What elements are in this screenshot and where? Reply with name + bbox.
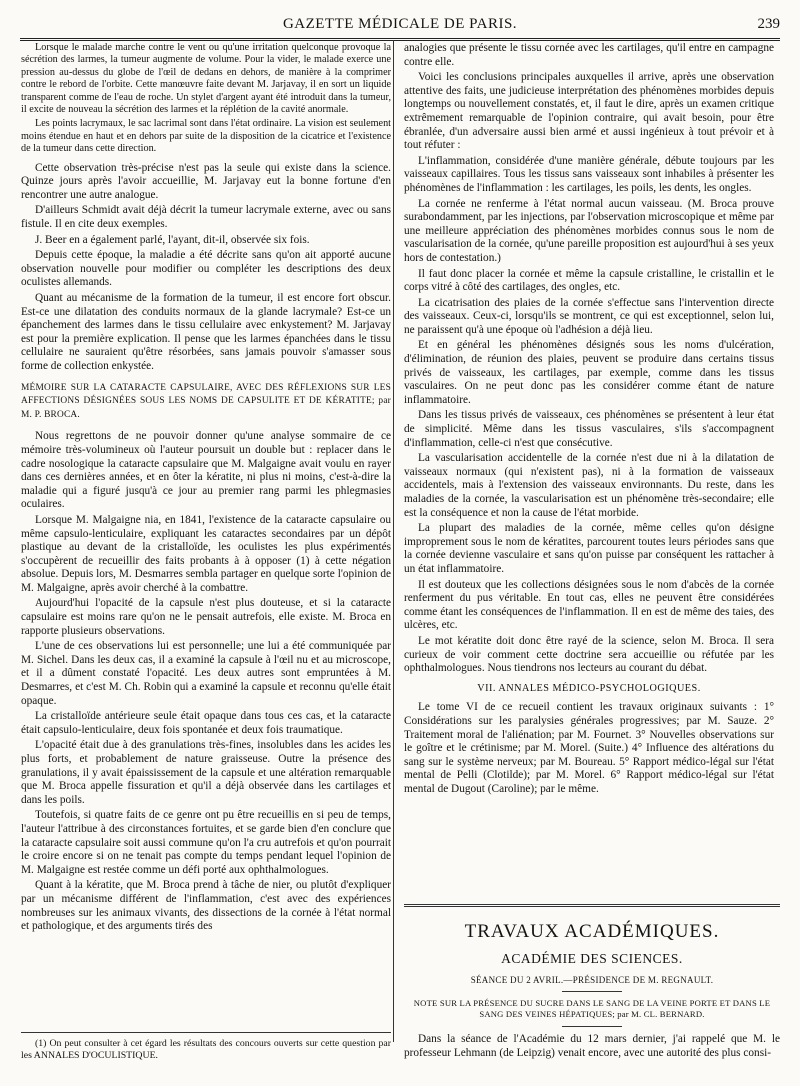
footnote-text: (1) On peut consulter à cet égard les résultats des concours ouverts sur cette question par les ANNALES D'OCULISTIQUE. [21,1038,391,1061]
paragraph: Dans la séance de l'Académie du 12 mars dernier, j'ai rappelé que M. le professeur Lehmann (de Leipzig) venait encore, avec une autorité des plus consi- [404,1033,780,1059]
paragraph: Les points lacrymaux, le sac lacrimal sont dans l'état ordinaire. La vision est seulement moins étendue en haut et en dehors par suite de la disposition de la cicatrice et l'existence de la tumeur dans cette direction. [21,118,391,155]
right-column [404,42,774,798]
paragraph: La cristalloïde antérieure seule était opaque dans tous ces cas, et la cataracte était capsulo-lenticulaire, deux fois spontanée et deux fois traumatique. [21,710,391,736]
paragraph: analogies que présente le tissu cornée avec les cartilages, qu'il entre en campagne contre elle. [404,42,774,68]
paragraph: Quant à la kératite, que M. Broca prend à tâche de nier, ou plutôt d'expliquer par un mécanisme différent de l'inflammation, c'est avec des expériences nombreuses sur les animaux vivants, des dissections de la cornée à l'état normal et pathologique, et des arguments tirés des [21,879,391,933]
annales-text: Le tome VI de ce recueil contient les travaux originaux suivants : 1° Considérations sur les paralysies générales progressives; par M. Sauze. 2° Traitement moral de l'aliénation; par M. Fournet. 3° Nouvelles observations sur le goître et le crétinisme; par M. Morel. (Suite.) 4° Influence des altérations du sang sur le système nerveux; par M. Boureau. 5° Rapport médico-légal sur l'état mental de Pelli (Clotilde); par M. Morel. 6° Rapport médico-légal sur l'état mental de Dugout (Caroline); par le même. [404,701,774,795]
footnote-rule [21,1032,391,1033]
footnote [21,1038,391,1062]
seance-line: SÉANCE DU 2 AVRIL.—PRÉSIDENCE DE M. REGNAULT. [470,975,714,985]
travaux-title: TRAVAUX ACADÉMIQUES. [464,921,720,942]
page-header [20,14,780,38]
paragraph: J. Beer en a également parlé, l'ayant, dit-il, observée six fois. [35,233,310,246]
header-rule-2 [20,40,780,41]
paragraph: Quant au mécanisme de la formation de la tumeur, il est encore fort obscur. Est-ce une dilatation des conduits normaux de la glande lacrymale? Est-ce un épanchement des larmes dans le tissu cellulaire avec enkystement? M. Jarjavay est pour la première explication. Il pense que les larmes épanchées dans le tissu cellulaire ne sauraient qu'être résorbées, sans jamais pouvoir s'amasser sous forme de collection enkystée. [21,292,391,372]
paragraph: Dans les tissus privés de vaisseaux, ces phénomènes se présentent à leur état de simplicité. Même dans les tissus vasculaires, s'ils s'accompagnent d'inflammation, celle-ci n'est que consécutive. [404,409,774,449]
left-column [21,42,391,936]
column-divider [393,40,394,1042]
paragraph: La plupart des maladies de la cornée, même celles qu'on désigne improprement sous le nom de kératites, parcourent toutes leurs périodes sans que la cornée devienne vasculaire et sans qu'on puisse par conséquent les rattacher à un état inflammatoire. [404,522,774,575]
paragraph: L'opacité était due à des granulations très-fines, insolubles dans les acides les plus forts, et probablement de nature graisseuse. Outre la présence des granulations, il y avait épaississement de la capsule et une altération remarquable que M. Broca appelle fissuration et qu'il a déjà observée dans les cartilages et dans les poils. [21,739,391,806]
paragraph: Et en général les phénomènes désignés sous les noms d'ulcération, d'élimination, de réunion des plaies, peuvent se produire dans certains tissus privés de vaisseaux, les cartilages, par exemple, comme dans les tissus vasculaires. On ne peut donc pas les considérer comme étant de nature inflammatoire. [404,339,774,406]
memoire-title: MÉMOIRE SUR LA CATARACTE CAPSULAIRE, AVEC DES RÉFLEXIONS SUR LES AFFECTIONS DÉSIGNÉES SOUS LES NOMS DE CAPSULITE ET DE KÉRATITE; par M. P. BROCA. [21,382,391,420]
academie-title: ACADÉMIE DES SCIENCES. [501,951,683,966]
paragraph: L'une de ces observations lui est personnelle; une lui a été communiquée par M. Sichel. Dans les deux cas, il a examiné la capsule à l'œil nu et au microscope, et il a dûment constaté l'opacité. Les deux autres sont empruntées à M. Desmarres, et c'est M. Ch. Robin qui a examiné la capsule et reconnu qu'elle était opaque. [21,640,391,707]
paragraph: Le mot kératite doit donc être rayé de la science, selon M. Broca. Il sera curieux de voir comment cette doctrine sera accueillie ou réfutée par les ophthalmologues. Nous tiendrons nos lecteurs au courant du débat. [404,634,774,675]
note-title: NOTE SUR LA PRÉSENCE DU SUCRE DANS LE SANG DE LA VEINE PORTE ET DANS LE SANG DES VEINES HÉPATIQUES; par M. CL. BERNARD. [413,998,771,1019]
divider [562,991,622,992]
paragraph: La vascularisation accidentelle de la cornée n'est due ni à la dilatation de vaisseaux normaux (qui n'existent pas), ni à la formation de vaisseaux accidentels, mais à l'extension des vaisseaux environnants. Du reste, dans les maladies de la cornée, la vascularisation est un phénomène très-secondaire; elle est la conséquence et non la cause de l'état morbide. [404,452,774,519]
paragraph: Depuis cette époque, la maladie a été décrite sans qu'on ait apporté aucune observation nouvelle pour modifier ou compléter les descriptions des deux oculistes allemands. [21,249,391,289]
paragraph: Toutefois, si quatre faits de ce genre ont pu être recueillis en si peu de temps, l'auteur l'attribue à des circonstances fortuites, et se garde bien d'en conclure que la cataracte capsulaire soit aussi commune qu'on l'a cru autrefois et qu'on pourrait le croire encore si on ne tenait pas compte du temps pendant lequel l'opinion de M. Malgaigne est restée comme un défi porté aux ophthalmologues. [21,809,391,876]
paragraph: Il faut donc placer la cornée et même la capsule cristalline, le cristallin et le corps vitré à côté des cartilages, des ongles, etc. [404,267,774,294]
paragraph: Aujourd'hui l'opacité de la capsule n'est plus douteuse, et si la cataracte capsulaire est moins rare qu'on ne le pensait autrefois, elle existe. M. Broca en rapporte plusieurs observations. [21,597,391,637]
paragraph: D'ailleurs Schmidt avait déjà décrit la tumeur lacrymale externe, avec ou sans fistule. Il en cite deux exemples. [21,204,391,231]
paragraph: Voici les conclusions principales auxquelles il arrive, après une observation attentive des faits, une judicieuse interprétation des phénomènes morbides depuis longtemps ou nouvellement constatés, et, il faut le dire, après un examen critique extrêmement remarquable de l'opinion contraire, qui avait besoin, pour être ébranlée, d'un adversaire aussi bien armé et aussi ingénieux à tout prévoir et à tout réfuter : [404,71,774,152]
paragraph: La cicatrisation des plaies de la cornée s'effectue sans l'intervention directe des vaisseaux. Ceux-ci, lorsqu'ils se montrent, ce qui est exceptionnel, selon lui, ne paraissent qu'à une époque où l'adhésion a déjà lieu. [404,296,774,336]
section-rule [404,904,780,907]
journal-title: GAZETTE MÉDICALE DE PARIS. [282,16,518,32]
paragraph: Nous regrettons de ne pouvoir donner qu'une analyse sommaire de ce mémoire très-volumineux où l'auteur poursuit un double but : replacer dans le cadre nosologique la cataracte capsulaire que M. Malgaigne avait voulu en rayer dans ces dernières années, et en ôter la kératite, ni plus ni moins, c'est-à-dire la maladie qui a figuré jusqu'à ce jour au premier rang parmi les phlegmasies oculaires. [21,430,391,511]
travaux-section [404,904,780,1062]
paragraph: Cette observation très-précise n'est pas la seule qui existe dans la science. Quinze jours après l'avoir accueillie, M. Jarjavay eut la bonne fortune d'en rencontrer une autre analogue. [21,161,391,201]
paragraph: Lorsque M. Malgaigne nia, en 1841, l'existence de la cataracte capsulaire ou même capsulo-lenticulaire, expliquant les cataractes secondaires par un dépôt plastique au devant de la cristalloïde, les oculistes les plus expérimentés s'occupèrent de recueillir des faits probants à à opposer (1) à cette négation absolue. Depuis lors, M. Desmarres sembla partager en quelque sorte l'opinion de M. Malgaigne, après avoir cherché à la combattre. [21,513,391,594]
paragraph: La cornée ne renferme à l'état normal aucun vaisseau. (M. Broca prouve surabondamment, par les injections, par l'observation microscopique et même par une meilleure appréciation des phénomènes morbides connus sous le nom de vascularisation de la cornée, qu'une pareille proposition est aujourd'hui à ses yeux hors de contestation.) [404,197,774,264]
annales-title: VII. ANNALES MÉDICO-PSYCHOLOGIQUES. [477,682,701,694]
paragraph: Lorsque le malade marche contre le vent ou qu'une irritation quelconque provoque la sécrétion des larmes, la tumeur augmente de volume. Pour la vider, le malade exerce une pression au-dessus du globe de l'œil de dedans en dehors, de manière à la comprimer contre le rebord de l'orbite. Cette manœuvre faite devant M. Jarjavay, il en sort un liquide transparent comme de l'eau de roche. Un stylet d'argent ayant été introduit dans la tumeur, il excite de nouveau la sécrétion des larmes et la réplétion de la cavité anormale. [21,42,391,116]
header-rule [20,38,780,39]
paragraph: L'inflammation, considérée d'une manière générale, débute toujours par les vaisseaux capillaires. Tous les tissus sans vaisseaux sont inhabiles à présenter les phénomènes de l'inflammation : les cartilages, les poils, les dents, les ongles. [404,154,774,194]
paragraph: Il est douteux que les collections désignées sous le nom d'abcès de la cornée renferment du pus véritable. En tout cas, elles ne peuvent être considérées comme étant les conséquences de l'inflammation. Il en est de même des taies, des ulcères, etc. [404,578,774,632]
page-number: 239 [757,16,780,32]
divider [562,1026,622,1027]
